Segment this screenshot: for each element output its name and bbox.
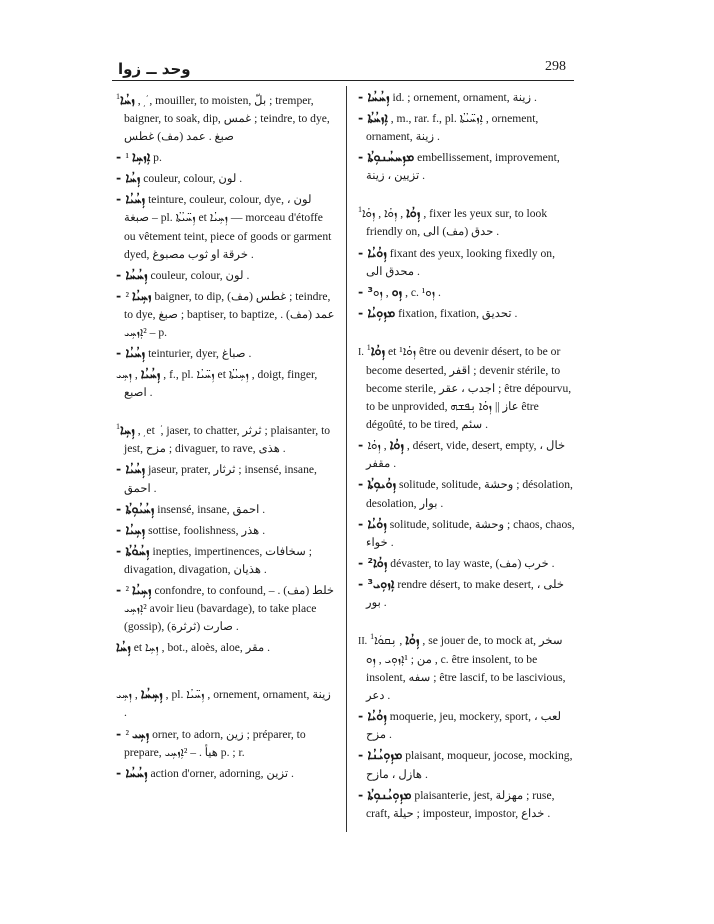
dictionary-entry <box>358 707 578 744</box>
dictionary-entry <box>358 786 578 823</box>
entry-definition: et ܙܼܚܼܐ , bot., aloès, aloe, مقر . <box>133 641 270 655</box>
entry-gap <box>116 404 336 418</box>
entry-definition: moquerie, jeu, mockery, sport, لعب ، مزح . <box>366 710 562 742</box>
entry-headword: ܙܼܘܳܐ <box>406 205 421 221</box>
entry-definition: fixation, fixation, تحديق . <box>398 306 518 320</box>
entry-definition: plaisanterie, jest, مهزلة ; ruse, craft, حيلة ; imposteur, impostor, خداع . <box>366 788 555 820</box>
entry-headword: - ܙܼܘܳܐ <box>358 437 404 453</box>
dictionary-entry <box>358 339 578 434</box>
page-header <box>112 58 574 80</box>
dictionary-entry <box>116 685 336 722</box>
entry-headword: - ܙܼܚܼܝܳܐ <box>116 581 152 597</box>
entry-headword: - ܡܙܼܘܼܝܳܢܘܼܬܳܐ <box>358 786 412 802</box>
entry-definition: , ܙܼܘ , c. ¹ܙܼܘ . <box>373 285 441 299</box>
entry-definition: et ¹ܙܼܘܳܐ être ou devenir désert, to be or become deserted, اقفر ; devenir stérile, to become sterile, اجدب ، عقر ; être dépourvu, to be unprovided, عاز || ܙܼܘܳܐ ܢܼܦܫܗ être dégoûté, to be tired, سئم . <box>366 344 572 432</box>
entry-definition: sottise, foolishness, هذر . <box>148 523 266 537</box>
entry-definition: jaseur, prater, ثرثار ; insensé, insane, احمق . <box>124 463 317 495</box>
entry-headword: ܙܚܳܐ <box>120 91 135 107</box>
dictionary-entry <box>116 169 336 188</box>
entry-definition: , ܙܼܚܼܝ , pl. ܙܼܚ̈ܝܳܐ , ornement, ornament, زينة . <box>116 688 331 720</box>
entry-headword: ܙܼܚܼܐ <box>120 422 135 438</box>
entry-headword: - ܙܼܚܳܘܳܬܳܐ <box>116 542 150 558</box>
entry-definition: action d'orner, adorning, تزين . <box>150 766 294 780</box>
dictionary-entry <box>358 436 578 473</box>
dictionary-entry <box>116 365 336 402</box>
entry-definition: rendre désert, to make desert, خلى ، بور . <box>366 577 565 609</box>
entry-definition: embellissement, improvement, تزيين ، زينة . <box>366 151 560 183</box>
dictionary-entry <box>116 418 336 458</box>
entry-headword: - ܙܼܚܳܝܳܐ <box>116 191 146 207</box>
dictionary-entry <box>358 88 578 107</box>
entry-definition: insensé, insane, احمق . <box>157 502 266 516</box>
entry-definition: ² baigner, to dip, غطس (مف) ; teindre, to dye, صبغ ; baptiser, to baptize, عمد (مف) . – ²ܐܼܙܚܼܝ p. <box>124 289 335 339</box>
dictionary-entry <box>116 542 336 579</box>
entry-headword: - ܙܼܚܼܝ <box>116 725 150 741</box>
dictionary-entry <box>116 725 336 762</box>
page-number: 298 <box>545 59 566 74</box>
dictionary-entry <box>116 148 336 167</box>
entry-superscript: 1 <box>116 92 120 101</box>
entry-definition: solitude, solitude, وحشة ; chaos, chaos, خواء . <box>366 517 575 549</box>
entry-definition: teinturier, dyer, صباغ . <box>148 347 252 361</box>
header-rule <box>112 80 574 81</box>
entry-headword: - ³ܐܼܙܘܼܝ <box>358 575 395 591</box>
entry-definition: ¹ p. <box>125 151 162 165</box>
left-column <box>116 88 336 785</box>
entry-headword: ܙܼܚܳܐ <box>116 639 131 655</box>
entry-headword: - ܐܼܙܚܼܐ <box>116 149 151 165</box>
entry-headword: - ܙܼܘܳܝܳܐ <box>358 515 387 531</box>
entry-headword: - ܙܼܚܳܚܳܐ <box>116 764 148 780</box>
entry-definition: teinture, couleur, colour, dye, لون ، صبغة – pl. ܙܼܚ̈ܝܳܬܳܐ et ܙܼܚܼܝܳܐ — morceau d'étoffe ou vêtement teint, piece of goods or garment dyed, خرقة او ثوب مصبوغ . <box>124 193 332 261</box>
entry-headword: - ܡܙܼܘܼܝܳܢܳܐ <box>358 747 403 763</box>
entry-headword: - ܙܼܚܳܝܳܘܼܬܳܐ <box>116 500 155 516</box>
dictionary-entry <box>116 266 336 285</box>
dictionary-entry <box>116 764 336 783</box>
entry-superscript: 1 <box>116 422 120 432</box>
entry-definition: , ܼ et ܿ , jaser, to chatter, ثرثر ; plaisanter, to jest, مزح ; divaguer, to rave, هذى . <box>124 424 331 456</box>
dictionary-entry <box>116 460 336 497</box>
dictionary-entry <box>116 521 336 540</box>
entry-definition: , ܙܼܚܼܝ , f., pl. ܙܼܚ̈ܝܳܐ et ܙܼܚܼܝܳܬܳܐ , doigt, finger, اصبع . <box>116 368 318 400</box>
entry-headword: - ܙܼܘܳܝܳܐ <box>358 244 387 260</box>
entry-definition: , ܢܼܩܘܿܐ , se jouer de, to mock at, سخر من ; ¹ܐܼܙܘܼܝ , ܙܼܘ , c. être insolent, to be insolent, سفه ; être lascif, to be lascivious, دعر . <box>366 633 566 703</box>
dictionary-entry <box>358 554 578 573</box>
dictionary-entry <box>358 283 578 302</box>
entry-roman-numeral: I. <box>358 346 364 358</box>
dictionary-entry <box>358 244 578 281</box>
entry-definition: plaisant, moqueur, jocose, mocking, هازل ، مازح . <box>366 749 573 781</box>
entry-gap <box>116 659 336 685</box>
entry-headword: - ³ܙܼܘ <box>358 283 403 299</box>
dictionary-entry <box>358 628 578 705</box>
dictionary-entry <box>358 575 578 612</box>
entry-headword: - ܙܼܚܳܚܳܐ <box>358 89 390 104</box>
entry-headword: - ܙܼܘܳܝܘܼܬܳܐ <box>358 476 397 492</box>
entry-superscript: 1 <box>366 342 371 352</box>
entry-definition: id. ; ornement, ornament, زينة . <box>392 91 537 104</box>
dictionary-entry <box>358 201 578 241</box>
entry-headword: - ܐܼܙܚܳܬܳܐ <box>358 110 388 126</box>
entry-headword: - ܙܼܚܳܚܳܐ <box>116 266 148 282</box>
dictionary-entry <box>116 581 336 636</box>
dictionary-entry <box>116 287 336 342</box>
dictionary-entry <box>116 638 336 657</box>
entry-headword: ܙܼܚܼܚܳܐ <box>140 686 163 702</box>
entry-definition: solitude, solitude, وحشة ; désolation, desolation, بوار . <box>366 478 573 510</box>
entry-superscript: 1 <box>370 632 375 642</box>
dictionary-entry <box>358 746 578 783</box>
entry-headword: - ܡܙܼܚܚܳܢܘܼܬܳܐ <box>358 149 415 165</box>
entry-headword: - ܙܼܚܳܝܳܐ <box>116 461 146 477</box>
entry-definition: couleur, colour, لون . <box>150 268 250 282</box>
dictionary-entry <box>358 515 578 552</box>
entry-headword: - ܙܼܘܳܝܳܐ <box>358 708 387 724</box>
entry-definition: fixant des yeux, looking fixedly on, محدق الى . <box>366 246 555 278</box>
column-divider <box>346 86 347 832</box>
entry-headword: - ܙܼܚܳܝܳܐ <box>116 345 146 361</box>
entry-headword: ܙܼܘܳܐ <box>405 631 420 647</box>
entry-definition: ² confondre, to confound, خلط (مف) . – ²ܐܼܙܚܼܝ avoir lieu (bavardage), to take place (gossip), صارت (ثرثرة) . <box>124 583 335 634</box>
dictionary-entry <box>116 344 336 363</box>
entry-definition: , ܙܼܘܳܐ , ܙܼܘܳܐ , fixer les yeux sur, to look friendly on, حدق (مف) الى . <box>362 207 548 239</box>
entry-definition: , ܙܼܘܳܐ , désert, vide, desert, empty, خال ، مقفر . <box>366 439 566 471</box>
entry-gap <box>358 325 578 339</box>
entry-definition: inepties, impertinences, سخافات ; divagation, divagation, هذيان . <box>124 544 313 576</box>
dictionary-entry <box>358 475 578 512</box>
entry-gap <box>358 187 578 201</box>
entry-definition: couleur, colour, لون . <box>143 172 243 186</box>
entry-roman-numeral: II. <box>358 635 368 647</box>
entry-headword: - ܙܼܚܳܐ <box>116 170 141 186</box>
entry-gap <box>358 614 578 628</box>
dictionary-entry <box>358 148 578 185</box>
entry-definition: dévaster, to lay waste, خرب (مف) . <box>390 556 555 570</box>
entry-definition: , ܼ ܿ , mouiller, to moisten, بلّ ; tremper, baigner, to soak, dip, غمس ; teindre, to dye, صبغ . عمد (مف) غطس <box>124 93 330 144</box>
entry-superscript: 1 <box>358 205 362 215</box>
entry-definition: ² orner, to adorn, زين ; préparer, to prepare, هيأ . – ²ܐܼܙܚܼܝ p. ; r. <box>124 727 306 759</box>
right-column <box>358 88 578 825</box>
dictionary-entry <box>116 500 336 519</box>
entry-headword: ܙܼܘܳܐ <box>370 342 386 358</box>
entry-headword: - ܙܼܚܼܝܳܐ <box>116 521 146 537</box>
entry-headword: ܙܼܚܳܝܳܐ <box>140 366 161 382</box>
entry-headword: - ܙܚܼܝܳܐ <box>116 287 152 303</box>
dictionary-entry <box>358 109 578 146</box>
entry-definition: , m., rar. f., pl. ܐܼܙܚ̈ܝܳܬܳܐ , ornement, ornament, زينة . <box>366 112 539 144</box>
entry-headword: - ܡܙܼܘܼܝܳܐ <box>358 304 396 320</box>
dictionary-entry <box>116 88 336 146</box>
entry-headword: - ²ܙܼܘܳܐ <box>358 554 388 570</box>
dictionary-entry <box>358 304 578 323</box>
dictionary-entry <box>116 190 336 263</box>
running-head: وحد ــ زوا <box>118 60 191 78</box>
